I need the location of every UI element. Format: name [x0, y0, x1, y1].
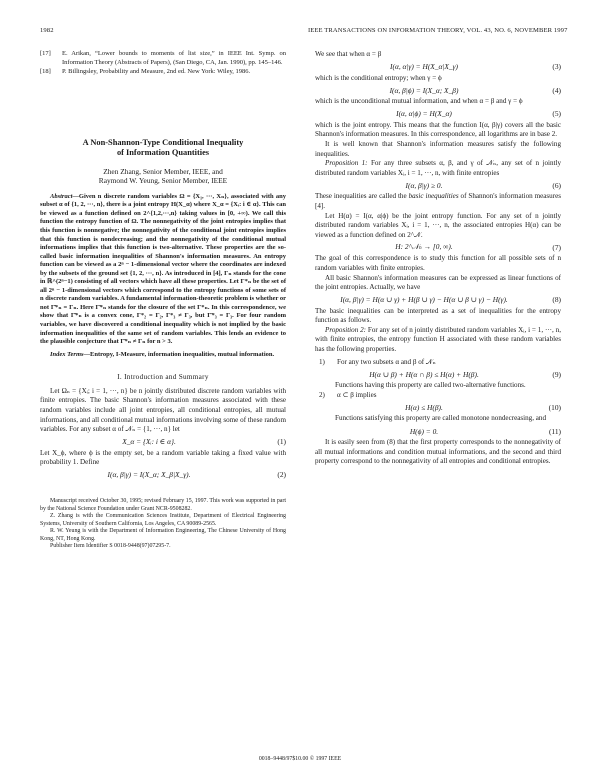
- proposition-text: For any set of n jointly distributed random variables Xᵢ, i = 1, ···, n, with finite entropies, the entropy function H associated with these random variables has the following properties.: [315, 325, 561, 354]
- equation-10: [315, 400, 561, 414]
- equation-9: [315, 367, 561, 381]
- equation-number: (8): [552, 295, 561, 305]
- author-1: Zhen Zhang, Senior Member, IEEE, and: [103, 166, 223, 176]
- equation-body: X_α = {Xᵢ: i ∈ α}.: [122, 437, 176, 447]
- paragraph: The goal of this correspondence is to study this function for all possible sets of n random variables with finite entropies.: [315, 254, 561, 272]
- equation-number: (4): [552, 85, 561, 95]
- reference-number: [17]: [40, 50, 51, 57]
- paragraph: which is the joint entropy. This means that the function I(α, β|γ) covers all the basic Shannon's information measures. In this correspondence, all logarithms are in base 2.: [315, 120, 561, 139]
- equation-number: (9): [552, 369, 561, 379]
- proposition-text: For any three subsets α, β, and γ of 𝒩ₙ, any set of n jointly distributed random variables Xᵢ, i = 1, ···, n, with finite entropies: [315, 159, 562, 177]
- equation-6: [315, 178, 561, 192]
- equation-body: I(α, β|ϕ) = I(X_α; X_β): [389, 85, 459, 95]
- list-item: [315, 358, 561, 368]
- equation-5: [315, 107, 561, 121]
- paragraph: [315, 192, 561, 211]
- paragraph: All basic Shannon's information measures can be expressed as linear functions of the joint entropies. Actually, we have: [315, 273, 561, 292]
- text-run: of Shannon's information measures [4].: [315, 192, 561, 210]
- title-line-2: of Information Quantities: [116, 148, 210, 158]
- index-terms-text: Entropy, I-Measure, information inequalities, mutual information.: [90, 350, 275, 358]
- equation-body: H(ϕ) = 0.: [409, 426, 439, 436]
- index-terms: [40, 351, 286, 360]
- list-marker: 2): [319, 390, 325, 399]
- reference-item: [40, 50, 286, 67]
- paragraph: It is well known that Shannon's information measures satisfy the following inequalities.: [315, 139, 561, 158]
- right-column: [315, 50, 561, 467]
- list-continuation: [315, 414, 561, 424]
- proposition-label: Proposition 2:: [325, 325, 367, 334]
- equation-body: H(α) ≤ H(β).: [405, 402, 443, 412]
- equation-number: (1): [277, 437, 286, 447]
- intro-paragraph: Let X_ϕ, where ϕ is the empty set, be a random variable taking a fixed value with probability 1. Define: [40, 448, 286, 467]
- list-marker: 1): [319, 357, 325, 366]
- paper-title: [40, 138, 286, 159]
- copyright-footer: 0018–9448/97$10.00 © 1997 IEEE: [258, 756, 342, 762]
- footnote: Z. Zhang is with the Communication Sciences Institute, Department of Electrical Engineering Systems, University of Southern California, Los Angeles, CA 90089-2565.: [40, 513, 286, 527]
- reference-text: P. Billingsley, Probability and Measure, 2nd ed. New York: Wiley, 1986.: [62, 68, 251, 76]
- equation-body: H: 2^𝒩ₙ → [0, ∞).: [395, 242, 453, 252]
- paragraph: It is easily seen from (8) that the first property corresponds to the nonnegativity of all mutual informations and condition mutual informations, and the second and third property correspond to the nonnegativity of all entropies and conditional entropies.: [315, 438, 561, 466]
- proposition-label: Proposition 1:: [325, 159, 368, 168]
- abstract: [40, 193, 286, 347]
- running-header: IEEE TRANSACTIONS ON INFORMATION THEORY, VOL. 43, NO. 6, NOVEMBER 1997: [308, 27, 568, 34]
- list-item: [315, 391, 561, 401]
- paragraph: The basic inequalities can be interpreted as a set of inequalities for the entropy function as follows.: [315, 306, 561, 325]
- reference-text: E. Arikan, “Lower bounds to moments of list size,” in IEEE Int. Symp. on Information Theory (Abstracts of Papers), (San Diego, CA, Jan. 1990), pp. 145–146.: [62, 50, 286, 66]
- section-heading: I. Introduction and Summary: [117, 373, 209, 382]
- equation-number: (11): [548, 426, 561, 436]
- list-text: Functions satisfying this property are called monotone nondecreasing, and: [335, 414, 546, 423]
- equation-number: (7): [552, 242, 561, 252]
- equation-4: [315, 83, 561, 97]
- abstract-text: Given n discrete random variables Ω = {X₁, ···, Xₙ}, associated with any subset α of {1, 2, ···, n}, there is a joint entropy H(X_α) where X_α = {Xᵢ: i ∈ α}. This can be viewed as a function defined on 2^{1,2,···,n} taking values in [0, +∞). We call this function the entropy function of Ω. The nonnegativity of the joint entropies implies that this function is nonnegative; the nonnegativity of the conditional joint entropies implies that this function is nondecreasing; and the nonnegativity of the conditional mutual informations implies that this function is two-alternative. These properties are the so-called basic information inequalities of Shannon's information measures. An entropy function can be viewed as a 2ⁿ − 1-dimensional vector where the coordinates are indexed by the subsets of the ground set {1, 2, ···, n}. As introduced in [4], Γₙ stands for the cone in ℝ^(2ⁿ−1) consisting of all vectors which have all these properties. Let Γ*ₙ be the set of all 2ⁿ − 1-dimensional vectors which correspond to the entropy functions of some sets of n discrete random variables. A fundamental information-theoretic problem is whether or not Γ̄*ₙ = Γₙ. Here Γ̄*ₙ stands for the closure of the set Γ*ₙ. In this correspondence, we show that Γ̄*ₙ is a convex cone, Γ*₂ = Γ₂, Γ*₃ ≠ Γ₃, but Γ̄*₃ = Γ₃. For four random variables, we have discovered a conditional inequality which is not implied by the basic information inequalities of the same set of random variables. This lends an evidence to the plausible conjecture that Γ̄*ₙ ≠ Γₙ for n > 3.: [40, 192, 286, 346]
- equation-body: I(α, β|γ) ≥ 0.: [405, 180, 443, 190]
- equation-body: I(α, β|γ) = I(X_α; X_β|X_γ).: [107, 470, 191, 480]
- emphasis: basic inequalities: [408, 192, 459, 201]
- equation-body: I(α, β|γ) = H(α ∪ γ) + H(β ∪ γ) − H(α ∪ β ∪ γ) − H(γ).: [340, 295, 508, 305]
- equation-7: [315, 240, 561, 254]
- list-text: α ⊂ β implies: [337, 390, 377, 399]
- equation-number: (10): [548, 402, 561, 412]
- equation-11: [315, 424, 561, 438]
- list-text: Functions having this property are called two-alternative functions.: [335, 381, 526, 390]
- page-number: 1982: [40, 27, 54, 34]
- title-line-1: A Non-Shannon-Type Conditional Inequality: [82, 137, 244, 147]
- reference-list: [40, 50, 286, 77]
- text-run: These inequalities are called the: [315, 192, 407, 201]
- equation-body: I(α, α|γ) = H(X_α|X_γ): [390, 62, 458, 72]
- equation-1: [40, 435, 286, 449]
- equation-number: (3): [552, 62, 561, 72]
- footnote: Manuscript received October 30, 1995; revised February 15, 1997. This work was supported in part by the National Science Foundation under Grant NCR-9508282.: [40, 497, 286, 512]
- paragraph: which is the conditional entropy; when γ = ϕ: [315, 73, 442, 82]
- left-column: [40, 50, 286, 551]
- footnote: Publisher Item Identifier S 0018-9448(97)07295-7.: [50, 543, 171, 550]
- paragraph: Let H(α) = I(α, α|ϕ) be the joint entropy function. For any set of n jointly distributed random variables Xᵢ, i = 1, ···, n, the associated entropies H(α) can be viewed as a function defined on 2^𝒩.: [315, 211, 561, 239]
- reference-number: [18]: [40, 68, 51, 76]
- footnote: R. W. Yeung is with the Department of Information Engineering, The Chinese University of Hong Kong, NT, Hong Kong.: [40, 528, 286, 542]
- proposition-1: [315, 159, 561, 178]
- paragraph: We see that when α = β: [315, 50, 382, 58]
- list-text: For any two subsets α and β of 𝒩ₙ: [337, 357, 436, 366]
- equation-number: (2): [277, 470, 286, 480]
- paragraph: which is the unconditional mutual information, and when α = β and γ = ϕ: [315, 97, 523, 106]
- proposition-2: [315, 326, 561, 355]
- equation-number: (5): [552, 109, 561, 119]
- equation-number: (6): [552, 180, 561, 190]
- reference-item: [40, 68, 286, 77]
- equation-8: [315, 293, 561, 307]
- index-terms-label: Index Terms—: [50, 350, 91, 358]
- author-2: Raymond W. Yeung, Senior Member, IEEE: [98, 176, 228, 186]
- footnotes: [40, 498, 286, 551]
- equation-body: H(α ∪ β) + H(α ∩ β) ≤ H(α) + H(β).: [369, 369, 479, 379]
- equation-body: I(α, α|ϕ) = H(X_α): [396, 109, 452, 119]
- intro-paragraph: Let Ωₙ = {Xᵢ; i = 1, ···, n} be n jointly distributed discrete random variables with finite entropies. The basic Shannon's information measures associated with these random variables include all joint entropies, all conditional entropies, all mutual informations, and all conditional mutual informations involving some of these random variables. For any subset α of 𝒩ₙ = {1, ···, n} let: [40, 386, 286, 434]
- list-continuation: [315, 381, 561, 391]
- abstract-label: Abstract—: [50, 192, 79, 200]
- equation-2: [40, 468, 286, 482]
- authors: [40, 167, 286, 186]
- equation-3: [315, 60, 561, 74]
